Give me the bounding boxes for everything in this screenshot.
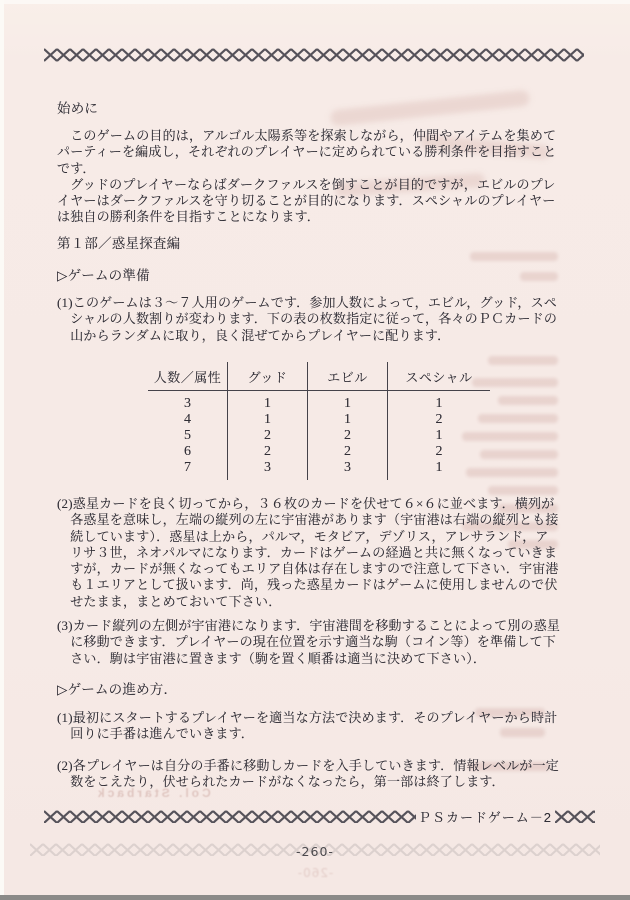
text-line: 山からランダムに取り，良く混ぜてからプレイヤーに配ります． [57,327,451,343]
table-cell: 1 [435,396,443,411]
text-line: シャルの人数割りが変わります．下の表の枚数指定に従って，各々のＰＣカードの [57,311,558,327]
table-column [308,362,388,480]
table-cell: 2 [344,444,351,459]
table-cell: 1 [435,428,443,443]
table-cell: 7 [184,460,191,475]
table-cell: 4 [184,412,191,427]
table-cell: 2 [435,412,443,427]
player-count-table [148,362,490,480]
scan-edge-top [0,0,630,4]
text-line: 数をこえたり，伏せられたカードがなくなったら，第一部は終了します． [57,774,505,790]
table-cell: 5 [184,428,191,443]
table-cell: 2 [264,428,271,443]
setup-item-1 [57,295,557,344]
text-line: (3)カード縦列の左側が宇宙港になります．宇宙港間を移動することによって別の惑星 [57,618,561,633]
table-cell: 2 [264,444,271,459]
text-line: このゲームの目的は，アルゴル太陽系等を探索しながら，仲間やアイテムを集めて [57,128,557,143]
scan-edge-left [0,0,4,896]
table-header: グッド [228,362,307,391]
setup-item-3 [57,618,560,667]
flow-item-1 [57,710,557,743]
table-cell: 1 [435,460,443,475]
text-line: (2)各プレイヤーは自分の手番に移動しカードを入手していきます．情報レベルが一定 [57,758,559,773]
text-line: リサ３世，ネオパルマになります．カードはゲームの経過と共に無くなっていきま [57,544,558,560]
text-line: です． [57,160,96,176]
table-cell: 1 [264,412,271,427]
text-line: 回りに手番は進んでいきます． [57,726,254,742]
table-header: 人数／属性 [148,362,227,391]
table-cell: 6 [184,444,191,459]
chain-border-top [44,48,584,62]
table-cell: 3 [344,460,351,475]
table-column [228,362,308,480]
text-line: 続しています）．惑星は上から，パルマ，モタビア，デゾリス，アレサランド，ア [57,528,549,544]
table-cell: 1 [344,396,351,411]
table-header: エビル [308,362,387,391]
intro-heading: 始めに [57,101,99,116]
flow-heading: ▷ゲームの進め方． [57,682,178,697]
table-cell: 1 [264,396,271,411]
setup-item-2 [57,496,559,610]
text-line: も１エリアとして扱います．尚，残った惑星カードはゲームに使用しませんので伏 [57,577,558,593]
table-cell: 2 [435,444,443,459]
setup-heading: ▷ゲームの準備 [57,268,150,283]
table-column [388,362,490,480]
text-line: せたまま，まとめておいて下さい． [57,593,282,609]
footer-label: ＰＳカードゲーム－2 [418,810,552,825]
chain-border-bottom [44,810,416,823]
scan-edge-bottom [0,895,630,900]
bleedthrough-page-number: -260- [296,866,334,880]
text-line: すが，カードが無くなってもエリア自体は存在しますので注意して下さい．宇宙港 [57,561,559,577]
table-cell: 1 [344,412,351,427]
table-cell: 3 [264,460,271,475]
text-line: (1)このゲームは３〜７人用のゲームです．参加人数によって，エビル，グッド，スペ [57,295,557,310]
text-line: に移動できます．プレイヤーの現在位置を示す適当な駒（コイン等）を準備して下 [57,634,557,650]
table-cell: 3 [184,396,191,411]
chain-border-bottom-end [555,810,595,823]
intro-paragraph [57,128,556,226]
text-line: イヤーはダークファルスを守り切ることが目的になります．スペシャルのプレイヤー [57,193,556,209]
text-line: グッドのプレイヤーならばダークファルスを倒すことが目的ですが，エビルのプレ [57,176,556,192]
text-line: 各惑星を意味し，左端の縦列の左に宇宙港があります（宇宙港は右端の縦列とも接 [57,512,559,528]
text-line: さい．駒は宇宙港に置きます（駒を置く順番は適当に決めて下さい）． [57,650,487,666]
text-line: は独自の勝利条件を目指すことになります． [57,209,320,225]
part1-heading: 第１部／惑星探査編 [57,236,181,251]
table-cell: 2 [344,428,351,443]
text-line: (2)惑星カードを良く切ってから，３６枚のカードを伏せて６×６に並べます．横列が [57,496,555,511]
text-line: (1)最初にスタートするプレイヤーを適当な方法で決めます．そのプレイヤーから時計 [57,710,558,725]
table-column [148,362,228,480]
text-line: パーティーを編成し，それぞれのプレイヤーに定められている勝利条件を目指すこと [57,144,557,160]
table-header: スペシャル [388,362,490,391]
page-number: -260- [296,844,334,859]
bleedthrough-footer-text: Col. Starback [95,786,211,800]
